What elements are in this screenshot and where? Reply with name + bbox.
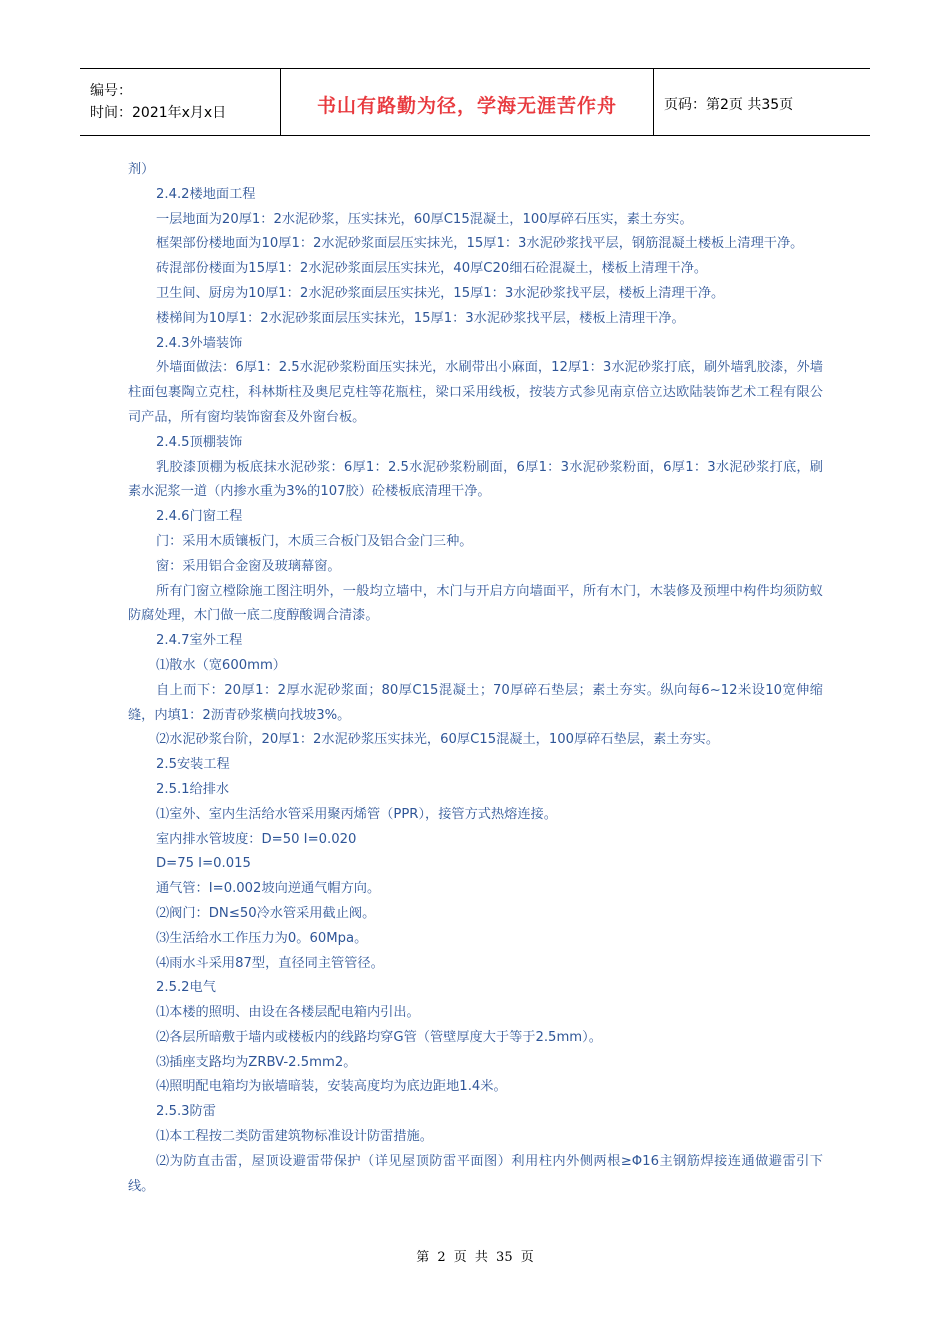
body-paragraph: ⑵水泥砂浆台阶，20厚1：2水泥砂浆压实抹光，60厚C15混凝土，100厚碎石垫层，素土夯实。 xyxy=(156,732,720,748)
body-paragraph: 所有门窗立樘除施工图注明外，一般均立墙中，木门与开启方向墙面平，所有木门，木装修及预埋中构件均须防蚁防腐处理，木门做一底二度醇酸调合清漆。 xyxy=(128,583,823,624)
body-paragraph: ⑴本工程按二类防雷建筑物标准设计防雷措施。 xyxy=(156,1129,433,1145)
header-left-cell xyxy=(80,69,281,135)
body-paragraph: ⑶插座支路均为ZRBV-2.5mm2。 xyxy=(156,1054,357,1070)
body-paragraph: ⑷雨水斗采用87型，直径同主管管径。 xyxy=(156,955,384,971)
body-paragraph: 外墙面做法：6厚1：2.5水泥砂浆粉面压实抹光，水刷带出小麻面，12厚1：3水泥砂浆打底，刷外墙乳胶漆，外墙柱面包裹陶立克柱，科林斯柱及奥尼克柱等花瓶柱，梁口采用线板，按装方式参见南京倍立达欧陆装饰艺术工程有限公司产品，所有窗均装饰窗套及外窗台板。 xyxy=(128,360,823,425)
body-paragraph: 门：采用木质镶板门，木质三合板门及铝合金门三种。 xyxy=(156,533,473,549)
body-paragraph: 通气管：I=0.002坡向逆通气帽方向。 xyxy=(156,881,381,897)
body-paragraph: 砖混部份楼面为15厚1：2水泥砂浆面层压实抹光，40厚C20细石砼混凝土，楼板上清理干净。 xyxy=(156,261,708,277)
body-paragraph: 框架部份楼地面为10厚1：2水泥砂浆面层压实抹光，15厚1：3水泥砂浆找平层，钢筋混凝土楼板上清理干净。 xyxy=(156,236,804,252)
body-paragraph: ⑵为防直击雷，屋顶设避雷带保护（详见屋顶防雷平面图）利用柱内外侧两根≥Φ16主钢筋焊接连通做避雷引下线。 xyxy=(128,1153,823,1194)
body-paragraph: D=75 I=0.015 xyxy=(156,856,251,872)
header-page-cell xyxy=(654,69,870,135)
document-number-label: 编号： xyxy=(90,83,132,99)
body-paragraph: 剂） xyxy=(128,162,155,177)
body-paragraph: 窗：采用铝合金窗及玻璃幕窗。 xyxy=(156,558,341,574)
document-body xyxy=(128,158,823,1199)
body-paragraph: 2.5.3防雷 xyxy=(156,1104,216,1120)
body-paragraph: 2.4.6门窗工程 xyxy=(156,509,243,525)
body-paragraph: 一层地面为20厚1：2水泥砂浆，压实抹光，60厚C15混凝土，100厚碎石压实，素土夯实。 xyxy=(156,211,693,227)
body-paragraph: ⑵阀门：DN≤50冷水管采用截止阀。 xyxy=(156,905,376,921)
body-paragraph: 室内排水管坡度：D=50 I=0.020 xyxy=(156,831,357,847)
document-date: 时间：2021年x月x日 xyxy=(90,105,227,121)
page-footer: 第 2 页 共 35 页 xyxy=(416,1250,534,1265)
body-paragraph: 2.4.7室外工程 xyxy=(156,633,243,649)
body-paragraph: 卫生间、厨房为10厚1：2水泥砂浆面层压实抹光，15厚1：3水泥砂浆找平层，楼板上清理干净。 xyxy=(156,285,725,301)
body-paragraph: ⑷照明配电箱均为嵌墙暗装，安装高度均为底边距地1.4米。 xyxy=(156,1079,507,1095)
header-motto-cell xyxy=(281,69,654,135)
body-paragraph: 自上而下：20厚1：2厚水泥砂浆面；80厚C15混凝土；70厚碎石垫层；素土夯实。纵向每6~12米设10宽伸缩缝，内填1：2沥青砂浆横向找坡3%。 xyxy=(128,682,823,723)
body-paragraph: 2.4.5顶棚装饰 xyxy=(156,434,243,450)
body-paragraph: ⑴散水（宽600mm） xyxy=(156,657,286,673)
page-header xyxy=(80,68,870,136)
body-paragraph: 楼梯间为10厚1：2水泥砂浆面层压实抹光，15厚1：3水泥砂浆找平层，楼板上清理干净。 xyxy=(156,310,685,326)
body-paragraph: ⑵各层所暗敷于墙内或楼板内的线路均穿G管（管壁厚度大于等于2.5mm）。 xyxy=(156,1029,602,1045)
body-paragraph: ⑴室外、室内生活给水管采用聚丙烯管（PPR），接管方式热熔连接。 xyxy=(156,806,557,822)
body-paragraph: 2.5.1给排水 xyxy=(156,781,230,797)
body-paragraph: 2.4.3外墙装饰 xyxy=(156,335,243,351)
body-paragraph: 2.4.2楼地面工程 xyxy=(156,186,256,202)
header-page-info: 页码：第2页 共35页 xyxy=(664,97,794,113)
body-paragraph: ⑴本楼的照明、由设在各楼层配电箱内引出。 xyxy=(156,1005,420,1021)
header-motto: 书山有路勤为径，学海无涯苦作舟 xyxy=(316,94,617,117)
body-paragraph: 乳胶漆顶棚为板底抹水泥砂浆：6厚1：2.5水泥砂浆粉刷面，6厚1：3水泥砂浆粉面，6厚1：3水泥砂浆打底，刷素水泥浆一道（内掺水重为3%的107胶）砼楼板底清理干净。 xyxy=(128,459,823,500)
body-paragraph: 2.5.2电气 xyxy=(156,980,216,996)
body-paragraph: 2.5安装工程 xyxy=(156,757,230,773)
body-paragraph: ⑶生活给水工作压力为0。60Mpa。 xyxy=(156,930,368,946)
